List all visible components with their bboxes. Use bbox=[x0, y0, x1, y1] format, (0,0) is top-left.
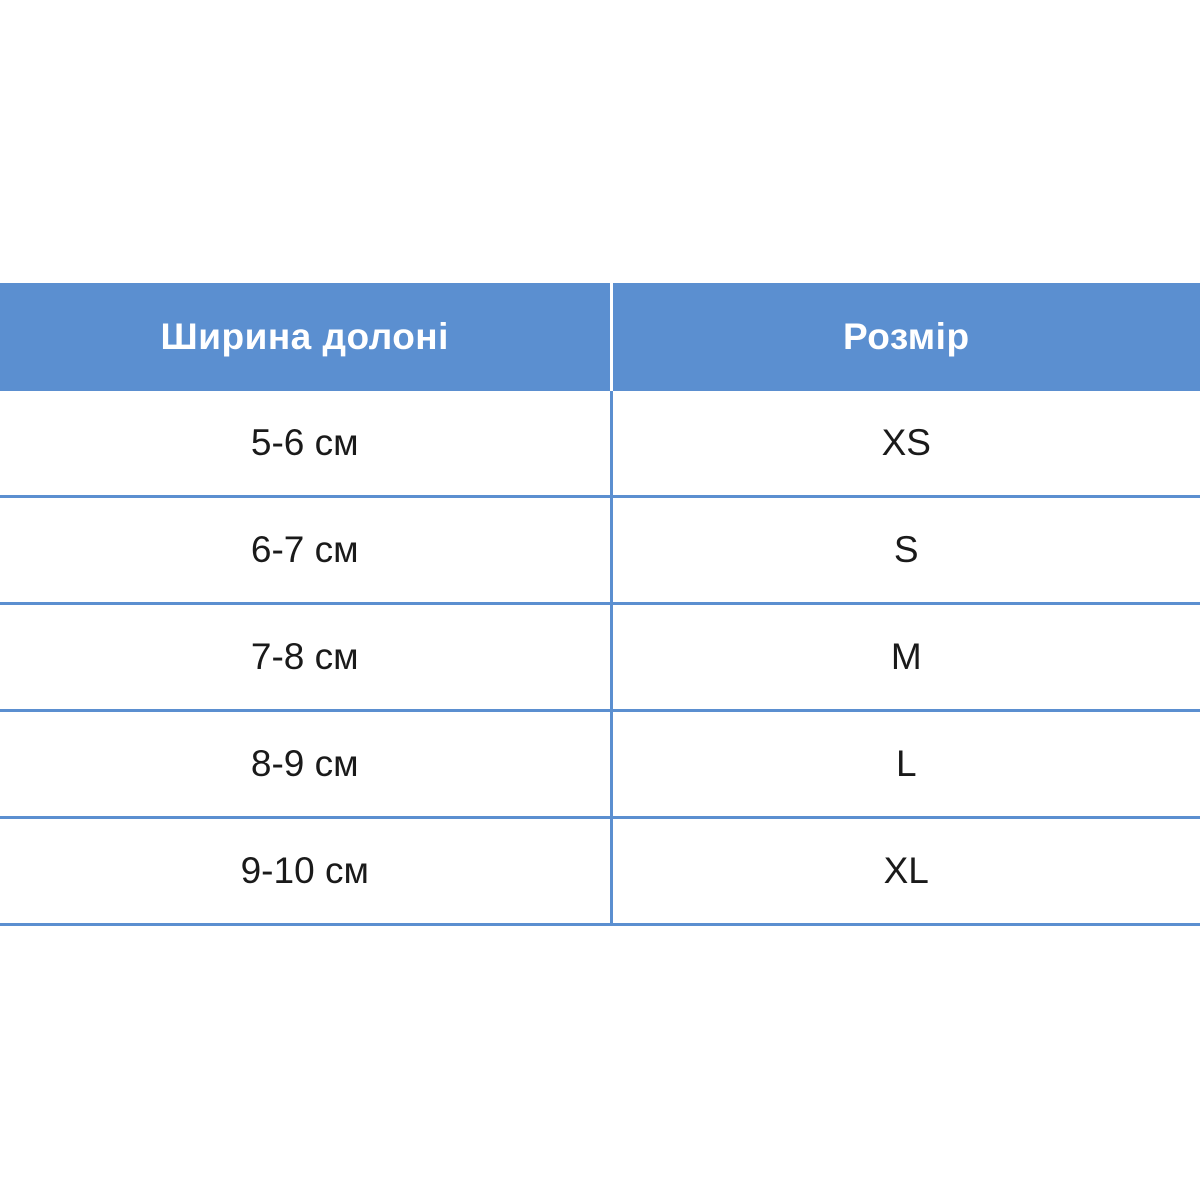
table-row bbox=[0, 711, 1200, 818]
cell-palm-width: 6-7 см bbox=[0, 497, 611, 604]
cell-size: M bbox=[611, 604, 1200, 711]
table-header-row bbox=[0, 283, 1200, 391]
table-body bbox=[0, 391, 1200, 925]
size-table bbox=[0, 283, 1200, 926]
cell-size: XL bbox=[611, 818, 1200, 925]
size-table-container bbox=[0, 283, 1200, 926]
cell-size: XS bbox=[611, 391, 1200, 497]
cell-palm-width: 8-9 см bbox=[0, 711, 611, 818]
cell-palm-width: 7-8 см bbox=[0, 604, 611, 711]
table-row bbox=[0, 391, 1200, 497]
cell-size: S bbox=[611, 497, 1200, 604]
column-header-palm-width: Ширина долоні bbox=[0, 283, 611, 391]
column-header-size: Розмір bbox=[842, 316, 970, 357]
table-row bbox=[0, 604, 1200, 711]
table-header bbox=[0, 283, 1200, 391]
table-row bbox=[0, 497, 1200, 604]
cell-size: L bbox=[611, 711, 1200, 818]
cell-palm-width: 9-10 см bbox=[0, 818, 611, 925]
cell-palm-width: 5-6 см bbox=[0, 391, 611, 497]
table-row bbox=[0, 818, 1200, 925]
